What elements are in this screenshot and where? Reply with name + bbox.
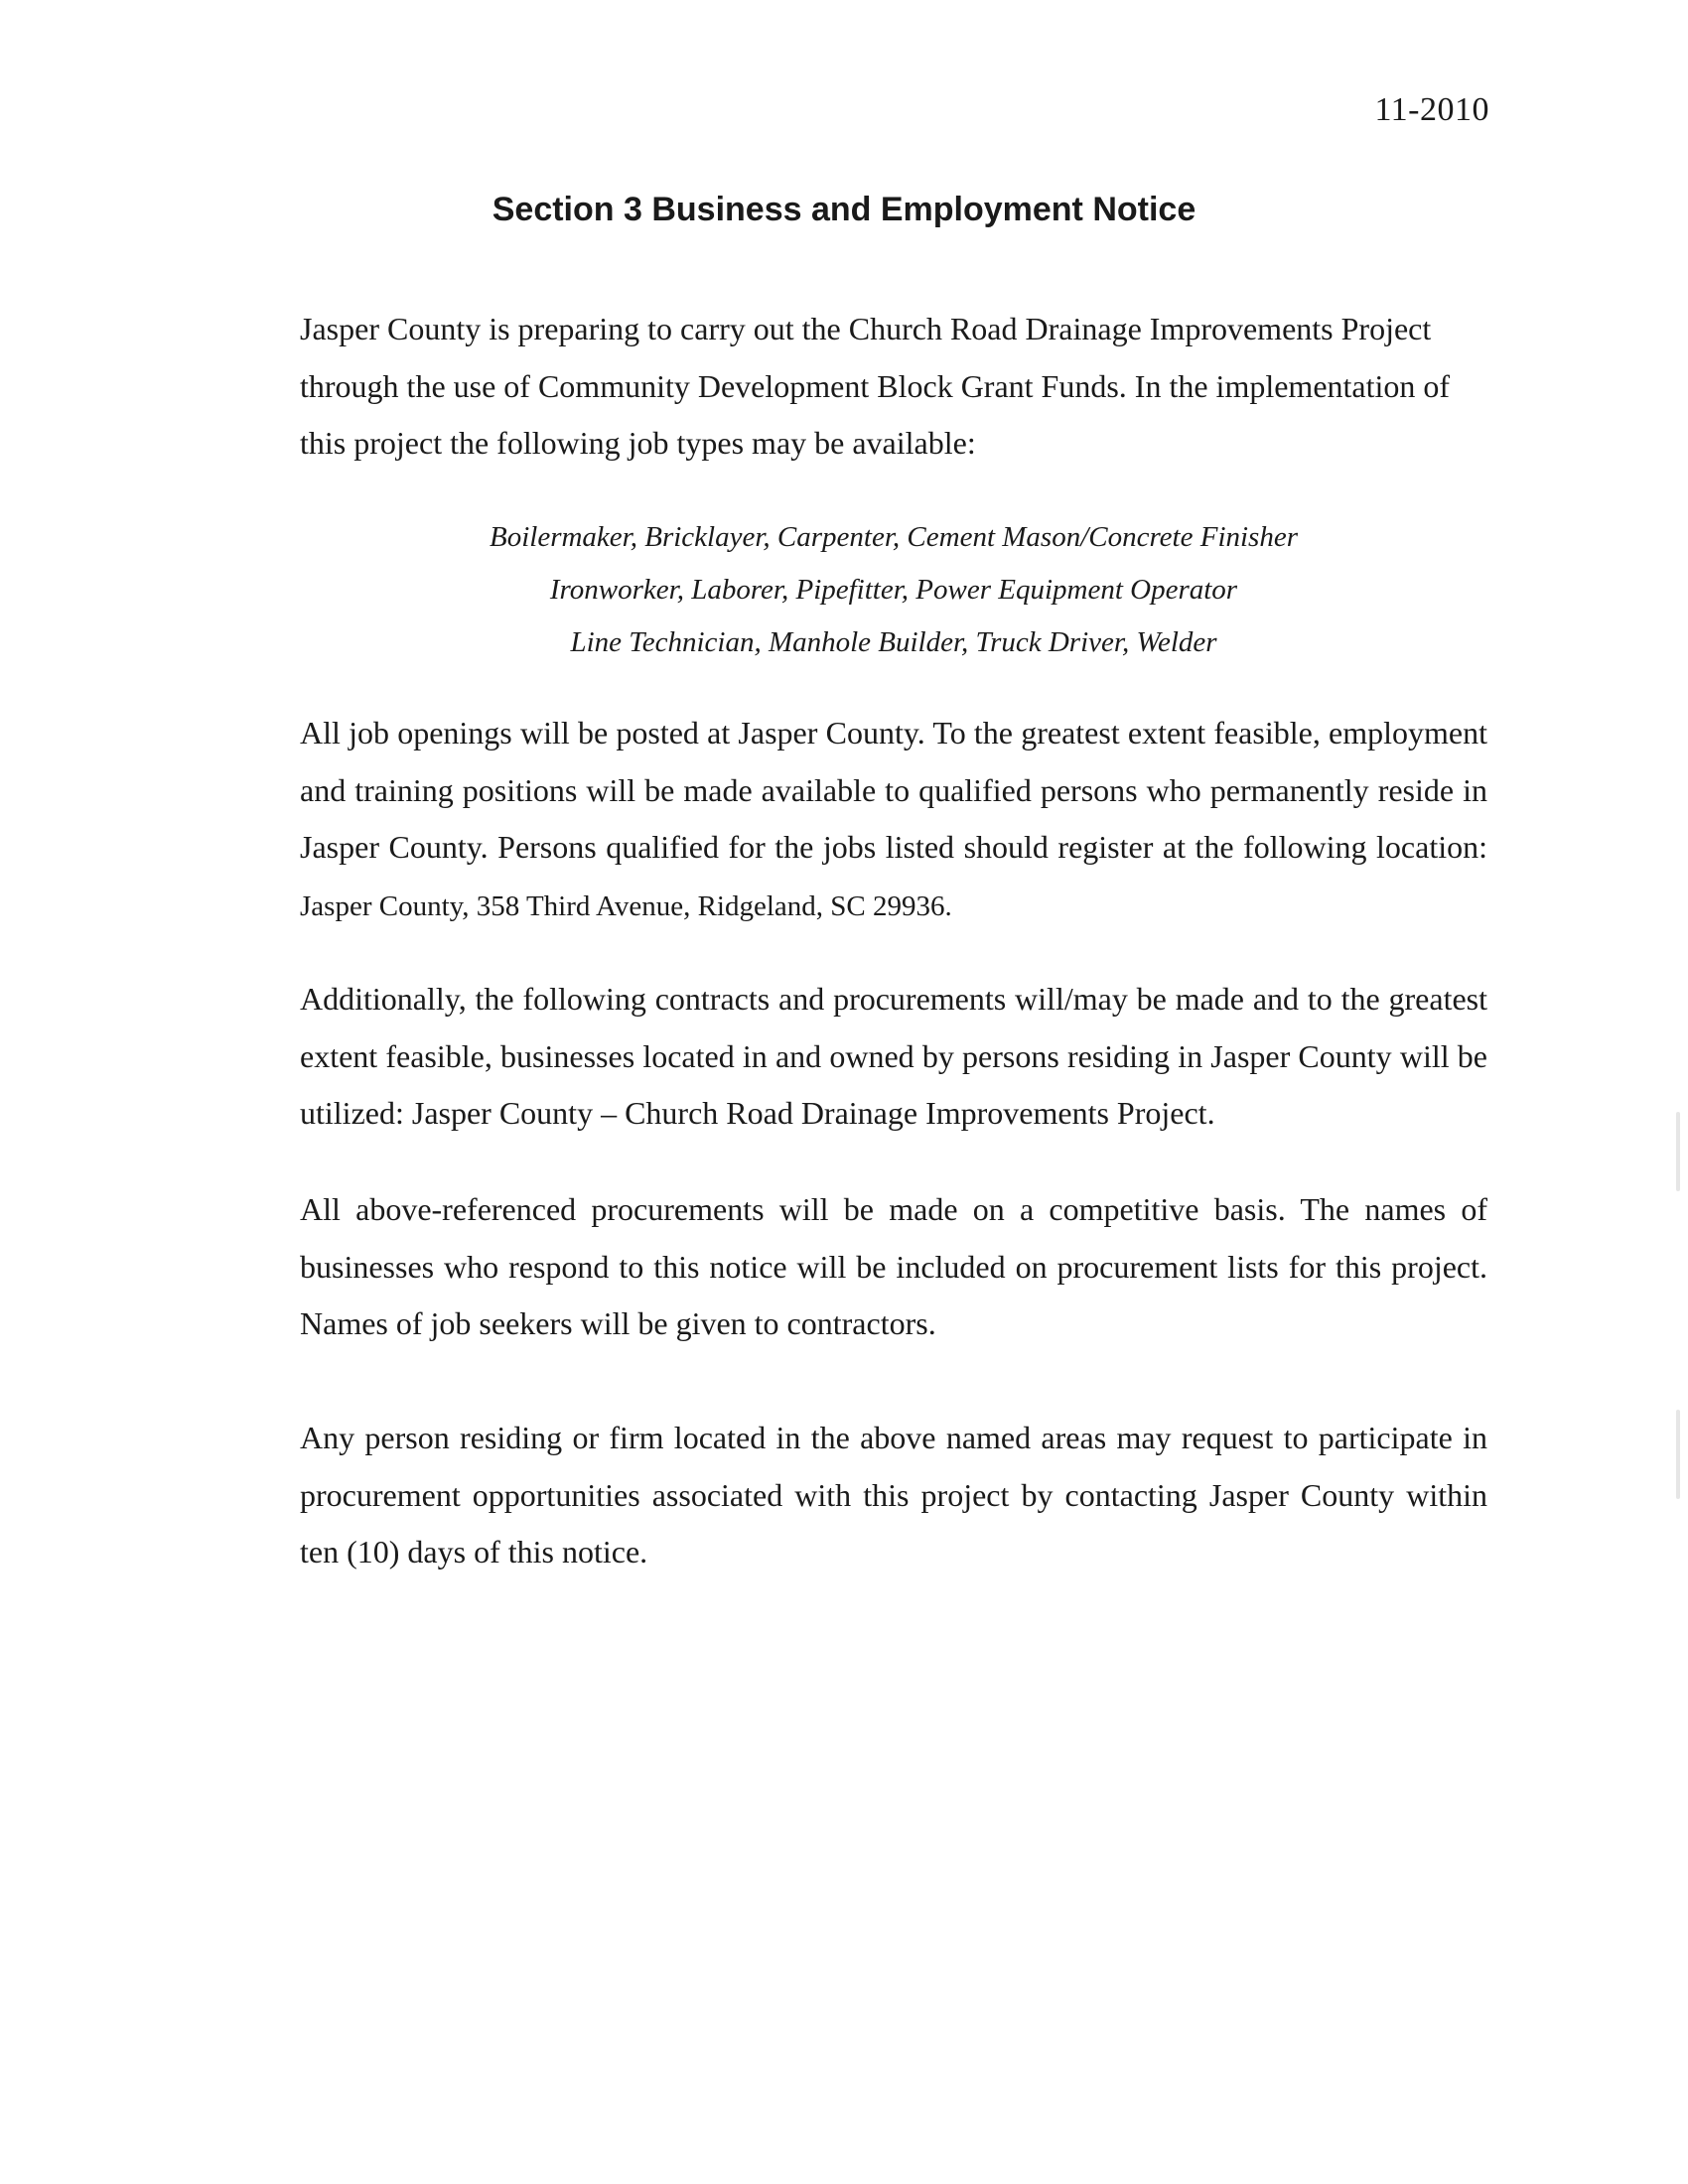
scan-edge-mark [1676,1410,1680,1499]
intro-paragraph: Jasper County is preparing to carry out the Church Road Drainage Improvements Project through the use of Community Development Block Grant Funds. In the implementation of this project the following job types may be available: [300,311,1451,461]
job-types-line: Line Technician, Manhole Builder, Truck Driver, Welder [570,626,1217,658]
form-number: 11-2010 [1374,91,1489,128]
job-types-line: Ironworker, Laborer, Pipefitter, Power Equipment Operator [549,574,1238,606]
scan-edge-mark [1676,1112,1680,1191]
job-openings-text: All job openings will be posted at Jasper County. To the greatest extent feasible, employment and training positions will be made available to qualified persons who permanently reside in Jasper County. Persons qualified for the jobs listed should register at the following location: [300,715,1487,865]
contracts-paragraph: Additionally, the following contracts and procurements will/may be made and to the greatest extent feasible, businesses located in and owned by persons residing in Jasper County will be utilized: Jasper County – Church Road Drainage Improvements Project. [300,981,1487,1131]
job-types-list [0,511,1688,669]
job-types-line: Boilermaker, Bricklayer, Carpenter, Cement Mason/Concrete Finisher [490,521,1298,553]
page-title: Section 3 Business and Employment Notice [492,191,1196,228]
registration-address: Jasper County, 358 Third Avenue, Ridgeland, SC 29936. [300,889,952,922]
competitive-basis-paragraph: All above-referenced procurements will be made on a competitive basis. The names of businesses who respond to this notice will be included on procurement lists for this project. Names of job seekers will be given to contractors. [300,1191,1487,1341]
participation-paragraph: Any person residing or firm located in the above named areas may request to participate in procurement opportunities associated with this project by contacting Jasper County within ten (10) days of this notice. [300,1420,1487,1570]
job-openings-paragraph [300,705,1487,935]
